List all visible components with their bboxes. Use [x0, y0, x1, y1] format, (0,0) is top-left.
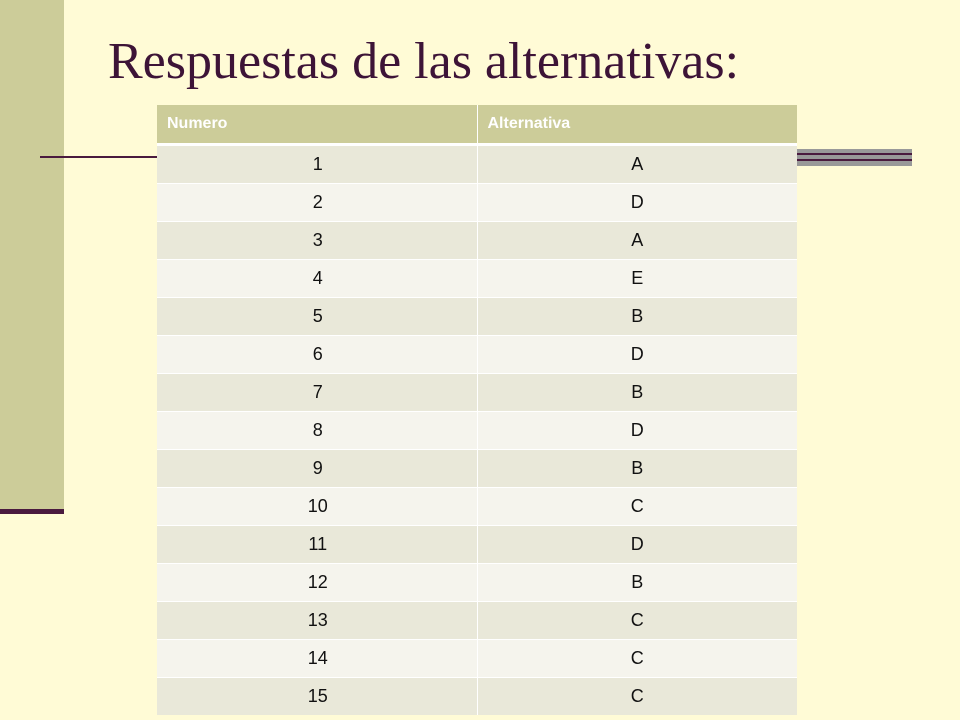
cell-alternativa: C: [477, 640, 797, 678]
title-rule-right-bar: [795, 149, 912, 166]
table-row: [157, 145, 797, 184]
cell-alternativa: B: [477, 298, 797, 336]
table-row: [157, 450, 797, 488]
slide-title: Respuestas de las alternativas:: [108, 33, 740, 90]
cell-numero: 9: [157, 450, 477, 488]
left-accent-bar: [0, 0, 64, 513]
cell-numero: 15: [157, 678, 477, 716]
table-row: [157, 298, 797, 336]
cell-alternativa: D: [477, 412, 797, 450]
table-row: [157, 412, 797, 450]
table-row: [157, 260, 797, 298]
cell-numero: 14: [157, 640, 477, 678]
cell-alternativa: D: [477, 184, 797, 222]
cell-alternativa: D: [477, 526, 797, 564]
cell-alternativa: B: [477, 564, 797, 602]
cell-numero: 4: [157, 260, 477, 298]
cell-numero: 6: [157, 336, 477, 374]
cell-numero: 10: [157, 488, 477, 526]
table-row: [157, 526, 797, 564]
cell-alternativa: D: [477, 336, 797, 374]
cell-numero: 11: [157, 526, 477, 564]
cell-numero: 8: [157, 412, 477, 450]
cell-alternativa: A: [477, 145, 797, 184]
table-row: [157, 640, 797, 678]
table-header-row: [157, 105, 797, 145]
cell-numero: 1: [157, 145, 477, 184]
cell-numero: 2: [157, 184, 477, 222]
table-row: [157, 184, 797, 222]
cell-numero: 13: [157, 602, 477, 640]
cell-alternativa: C: [477, 678, 797, 716]
column-header-alternativa: Alternativa: [477, 105, 797, 145]
cell-alternativa: C: [477, 602, 797, 640]
cell-alternativa: B: [477, 450, 797, 488]
table-row: [157, 374, 797, 412]
table-row: [157, 602, 797, 640]
left-accent-bar-base: [0, 509, 64, 514]
title-rule-right-line-top: [795, 153, 912, 155]
answers-table: [157, 105, 797, 715]
table-row: [157, 678, 797, 716]
column-header-numero: Numero: [157, 105, 477, 145]
title-rule-left: [40, 156, 165, 158]
table-row: [157, 488, 797, 526]
cell-numero: 3: [157, 222, 477, 260]
cell-alternativa: C: [477, 488, 797, 526]
table-row: [157, 222, 797, 260]
title-rule-right-line-bottom: [795, 159, 912, 161]
cell-alternativa: B: [477, 374, 797, 412]
cell-alternativa: E: [477, 260, 797, 298]
cell-alternativa: A: [477, 222, 797, 260]
cell-numero: 12: [157, 564, 477, 602]
table-row: [157, 564, 797, 602]
table-row: [157, 336, 797, 374]
cell-numero: 5: [157, 298, 477, 336]
cell-numero: 7: [157, 374, 477, 412]
